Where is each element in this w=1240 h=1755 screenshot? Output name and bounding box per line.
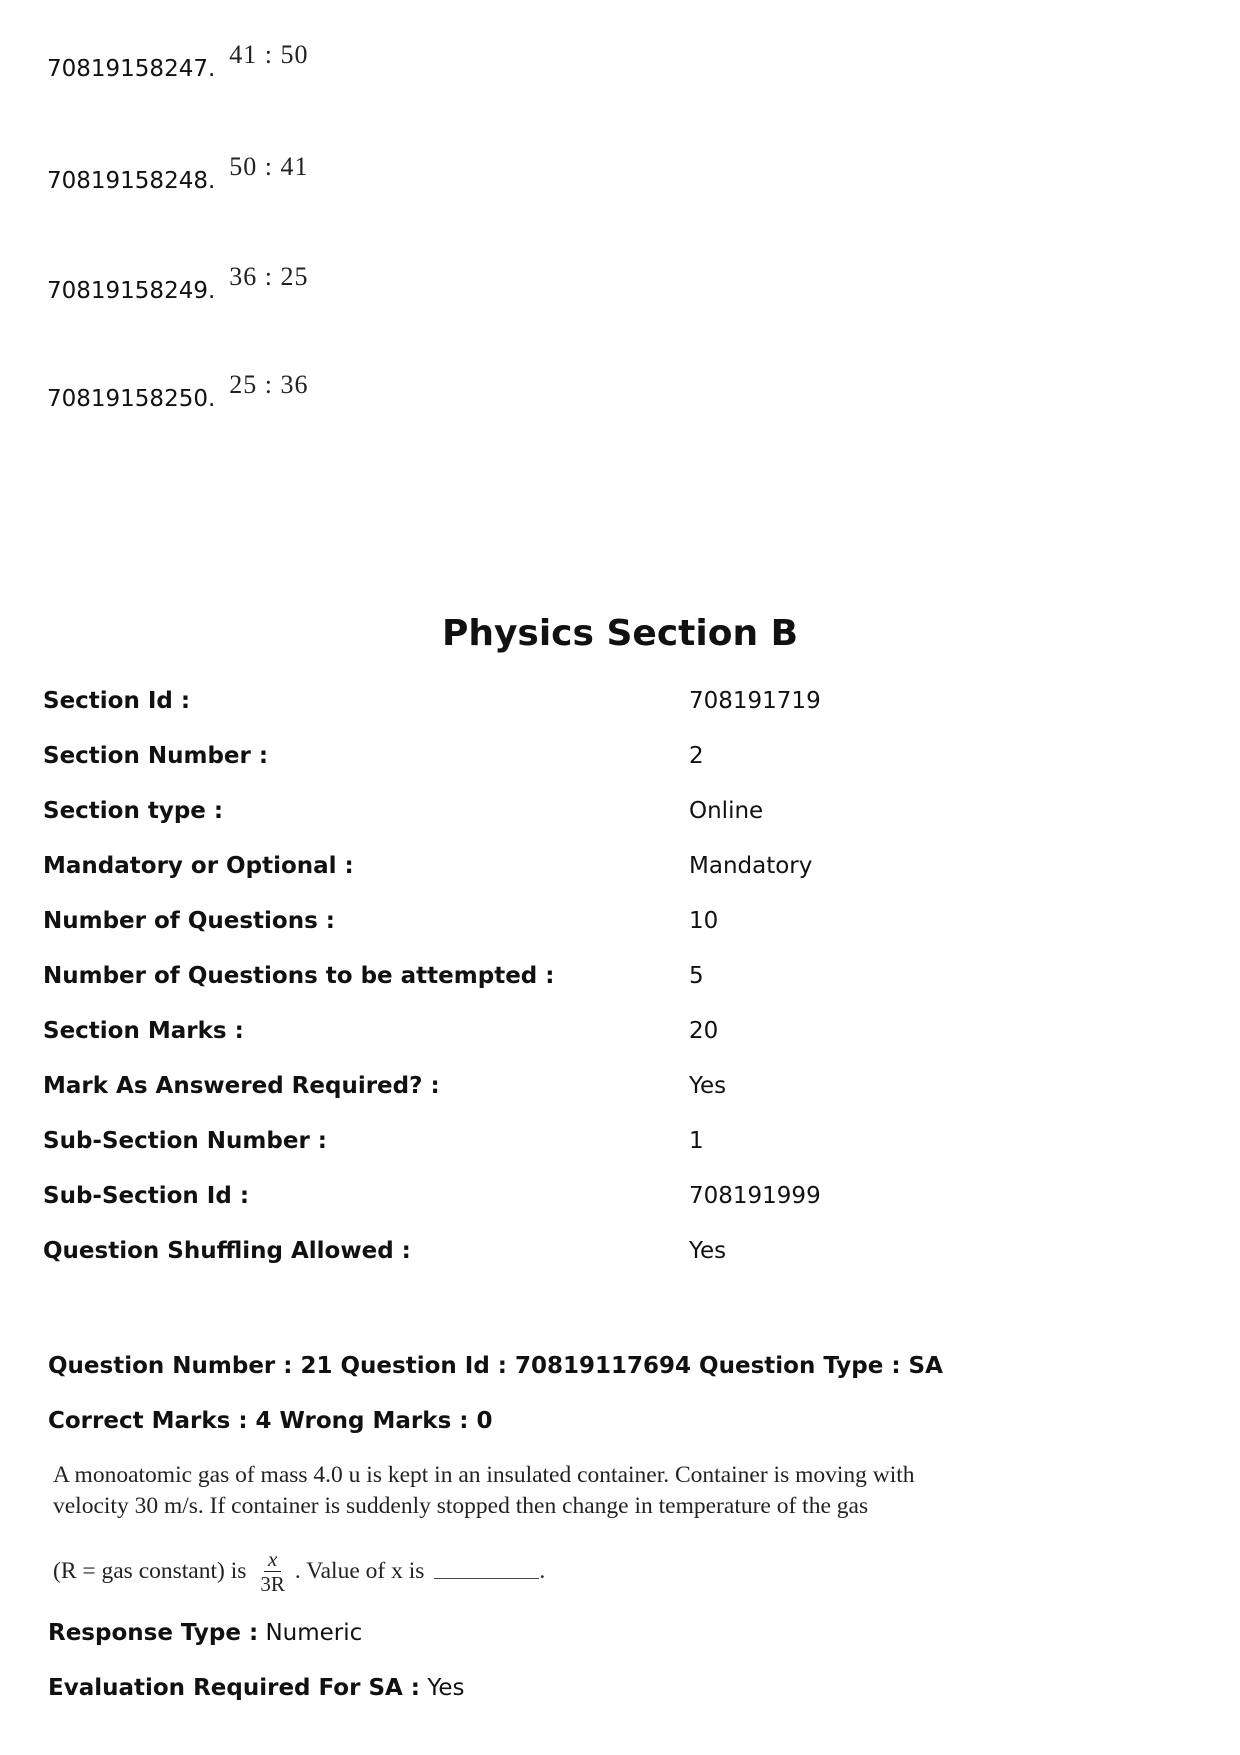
- meta-value: 708191719: [689, 688, 821, 714]
- answer-option: [47, 262, 309, 304]
- meta-value: 708191999: [689, 1183, 821, 1209]
- meta-label: Number of Questions to be attempted :: [43, 963, 555, 989]
- formula-suffix: . Value of x is: [294, 1557, 425, 1584]
- meta-label: Question Shuffling Allowed :: [43, 1238, 411, 1264]
- meta-label: Mark As Answered Required? :: [43, 1073, 440, 1099]
- section-meta-row: [43, 688, 1193, 728]
- meta-label: Section type :: [43, 798, 224, 824]
- answer-blank: [434, 1564, 539, 1579]
- meta-label: Section Marks :: [43, 1018, 244, 1044]
- option-id: 70819158247.: [47, 56, 216, 82]
- option-id: 70819158249.: [47, 278, 216, 304]
- section-meta-row: [43, 1183, 1193, 1223]
- meta-value: Yes: [689, 1073, 727, 1099]
- option-value: 41 : 50: [229, 40, 309, 69]
- meta-value: 20: [689, 1018, 719, 1044]
- meta-value: 10: [689, 908, 719, 934]
- option-id: 70819158250.: [47, 386, 216, 412]
- meta-value: Yes: [689, 1238, 727, 1264]
- section-meta-row: [43, 853, 1193, 893]
- question-text-line: A monoatomic gas of mass 4.0 u is kept in an insulated container. Container is moving with: [53, 1462, 915, 1488]
- response-type: [48, 1620, 362, 1646]
- fraction: [256, 1547, 289, 1596]
- section-meta-row: [43, 908, 1193, 948]
- option-id: 70819158248.: [47, 168, 216, 194]
- section-meta-row: [43, 1128, 1193, 1168]
- section-meta-row: [43, 1073, 1193, 1113]
- meta-label: Section Id :: [43, 688, 191, 714]
- formula-prefix: (R = gas constant) is: [53, 1557, 247, 1584]
- question-text-line: velocity 30 m/s. If container is suddenly stopped then change in temperature of the gas: [53, 1493, 869, 1519]
- meta-value: Mandatory: [689, 853, 813, 879]
- formula-end: .: [539, 1557, 546, 1584]
- meta-value: 2: [689, 743, 704, 769]
- fraction-denominator: 3R: [260, 1571, 285, 1596]
- response-type-value: Numeric: [265, 1620, 363, 1646]
- section-meta-row: [43, 1238, 1193, 1278]
- option-value: 36 : 25: [229, 262, 309, 291]
- meta-label: Section Number :: [43, 743, 269, 769]
- section-meta-row: [43, 1018, 1193, 1058]
- question-text: [53, 1460, 953, 1522]
- meta-value: 1: [689, 1128, 704, 1154]
- answer-option: [47, 370, 309, 412]
- answer-option: [47, 152, 309, 194]
- response-type-label: Response Type :: [48, 1620, 259, 1646]
- section-title: Physics Section B: [441, 613, 799, 654]
- meta-label: Sub-Section Id :: [43, 1183, 250, 1209]
- answer-option: [47, 40, 309, 82]
- section-meta-row: [43, 743, 1193, 783]
- meta-value: Online: [689, 798, 764, 824]
- meta-label: Sub-Section Number :: [43, 1128, 328, 1154]
- meta-value: 5: [689, 963, 704, 989]
- meta-label: Number of Questions :: [43, 908, 335, 934]
- option-value: 50 : 41: [229, 152, 309, 181]
- evaluation-required: [48, 1675, 464, 1701]
- section-meta-row: [43, 798, 1193, 838]
- option-value: 25 : 36: [229, 370, 309, 399]
- question-formula: [53, 1540, 545, 1602]
- evaluation-label: Evaluation Required For SA :: [48, 1675, 421, 1701]
- meta-label: Mandatory or Optional :: [43, 853, 354, 879]
- question-marks: Correct Marks : 4 Wrong Marks : 0: [48, 1408, 493, 1434]
- question-header: Question Number : 21 Question Id : 70819117694 Question Type : SA: [48, 1353, 943, 1379]
- section-meta-row: [43, 963, 1193, 1003]
- fraction-numerator: x: [264, 1547, 281, 1572]
- evaluation-value: Yes: [427, 1675, 465, 1701]
